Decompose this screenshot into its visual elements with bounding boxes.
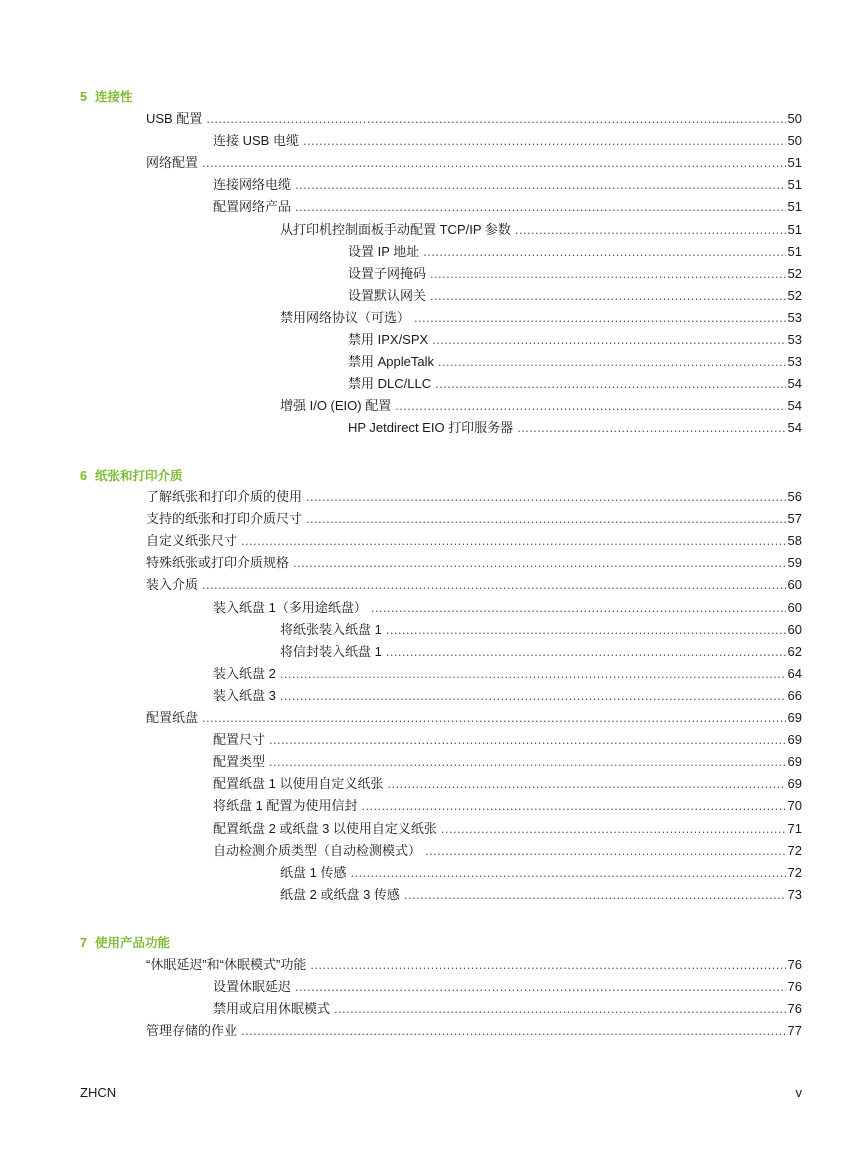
- toc-entry[interactable]: [213, 196, 802, 218]
- dot-leader: [414, 307, 786, 329]
- toc-entry-title: 支持的纸张和打印介质尺寸: [146, 511, 303, 527]
- toc-entry-title: 设置子网掩码: [348, 265, 427, 281]
- toc-entry[interactable]: [348, 329, 802, 351]
- toc-entry-title: 禁用网络协议（可选）: [280, 309, 411, 325]
- toc-entry-page: 53: [787, 332, 802, 347]
- toc-entry-page: 72: [787, 842, 802, 858]
- dot-leader: [334, 998, 786, 1020]
- dot-leader: [387, 773, 785, 795]
- toc-entry[interactable]: [146, 152, 802, 174]
- dot-leader: [206, 108, 785, 130]
- dot-leader: [404, 884, 786, 906]
- toc-entry[interactable]: [213, 174, 802, 196]
- toc-entry-page: 64: [787, 665, 802, 681]
- toc-entry-title: 装入纸盘 1（多用途纸盘）: [213, 599, 367, 615]
- toc-entry-title: 禁用 DLC/LLC: [348, 376, 432, 392]
- toc-entry-title: 自动检测介质类型（自动检测模式）: [213, 842, 422, 858]
- toc-entry-page: 73: [787, 886, 802, 902]
- dot-leader: [202, 707, 786, 729]
- toc-entry[interactable]: [348, 263, 802, 285]
- toc-entry-page: 62: [787, 643, 802, 659]
- toc-entry-page: 69: [787, 776, 802, 792]
- toc-entry-page: 51: [787, 243, 802, 259]
- dot-leader: [241, 530, 786, 552]
- toc-entry[interactable]: [213, 976, 802, 998]
- toc-entry-title: 网络配置: [146, 155, 199, 171]
- toc-entry[interactable]: [348, 417, 802, 439]
- toc-entry-title: 配置纸盘: [146, 710, 199, 725]
- toc-entry-title: USB 配置: [146, 111, 203, 126]
- dot-leader: [295, 976, 786, 998]
- toc-entry[interactable]: [280, 395, 802, 417]
- toc-entry-page: 77: [787, 1023, 802, 1039]
- toc-entry-title: 连接网络电缆: [213, 177, 292, 193]
- toc-entry-title: 将纸张装入纸盘 1: [280, 621, 382, 637]
- dot-leader: [438, 351, 786, 373]
- toc-entry-title: 装入纸盘 2: [213, 665, 276, 681]
- toc-entry-page: 51: [787, 221, 802, 237]
- footer-page-number: v: [795, 1085, 802, 1100]
- toc-entry[interactable]: [348, 373, 802, 395]
- toc-entry-page: 54: [787, 420, 802, 436]
- toc-entry-page: 72: [787, 864, 802, 880]
- toc-entry-title: 禁用 AppleTalk: [348, 354, 434, 370]
- toc-entry[interactable]: [213, 840, 802, 862]
- toc-entry[interactable]: [213, 818, 802, 840]
- chapter-title: 使用产品功能: [94, 936, 170, 950]
- toc-entry-title: HP Jetdirect EIO 打印服务器: [348, 420, 514, 436]
- toc-entry-title: 管理存储的作业: [146, 1023, 238, 1039]
- dot-leader: [306, 486, 786, 508]
- dot-leader: [269, 751, 786, 773]
- dot-leader: [517, 417, 785, 439]
- toc-entry-title: 装入纸盘 3: [213, 687, 276, 703]
- dot-leader: [386, 641, 786, 663]
- toc-entry-title: 了解纸张和打印介质的使用: [146, 489, 303, 504]
- toc-entry-page: 66: [787, 687, 802, 703]
- toc-entry[interactable]: [213, 597, 802, 619]
- toc-entry[interactable]: [280, 307, 802, 329]
- chapter-number: 7: [80, 936, 87, 950]
- dot-leader: [371, 597, 786, 619]
- toc-entry-title: 增强 I/O (EIO) 配置: [280, 398, 392, 414]
- toc-entry-title: 设置休眠延迟: [213, 979, 292, 995]
- toc-entry-title: 配置类型: [213, 754, 266, 770]
- toc-entry-page: 58: [787, 533, 802, 549]
- toc-entry[interactable]: [280, 641, 802, 663]
- dot-leader: [350, 862, 785, 884]
- dot-leader: [425, 840, 786, 862]
- toc-entry[interactable]: [213, 998, 802, 1020]
- toc-entry[interactable]: [146, 108, 802, 130]
- dot-leader: [435, 373, 785, 395]
- toc-entry-page: 76: [787, 979, 802, 995]
- chapter-title: 连接性: [94, 90, 133, 104]
- dot-leader: [293, 552, 786, 574]
- toc-entry[interactable]: [213, 773, 802, 795]
- toc-entry-page: 60: [787, 621, 802, 637]
- toc-entry[interactable]: [146, 1020, 802, 1042]
- toc-entry[interactable]: [280, 219, 802, 241]
- toc-entry-title: 设置默认网关: [348, 287, 427, 303]
- toc-entry[interactable]: [146, 954, 802, 976]
- dot-leader: [441, 818, 786, 840]
- dot-leader: [432, 329, 785, 351]
- toc-entry-page: 51: [787, 199, 802, 215]
- toc-entry-page: 51: [787, 155, 802, 171]
- toc-entry[interactable]: [348, 241, 802, 263]
- toc-entry[interactable]: [146, 486, 802, 508]
- toc-entry[interactable]: [146, 574, 802, 596]
- toc-entry-title: 配置网络产品: [213, 199, 292, 215]
- dot-leader: [430, 285, 786, 307]
- toc-entry-title: 连接 USB 电缆: [213, 133, 299, 149]
- toc-entry-page: 53: [787, 354, 802, 370]
- toc-entry-title: “休眠延迟”和“休眠模式”功能: [146, 957, 307, 972]
- dot-leader: [269, 729, 786, 751]
- toc-entry-title: 配置尺寸: [213, 732, 266, 748]
- dot-leader: [202, 574, 786, 596]
- toc-entry-page: 56: [787, 489, 802, 504]
- toc-entry-page: 52: [787, 287, 802, 303]
- chapter-number: 5: [80, 90, 87, 104]
- toc-entry[interactable]: [348, 351, 802, 373]
- toc-entry[interactable]: [213, 795, 802, 817]
- toc-entry-page: 59: [787, 555, 802, 571]
- toc-entry-page: 69: [787, 754, 802, 770]
- toc-entry[interactable]: [213, 729, 802, 751]
- dot-leader: [303, 130, 786, 152]
- toc-entry-page: 54: [787, 376, 802, 392]
- toc-entry[interactable]: [146, 508, 802, 530]
- dot-leader: [423, 241, 785, 263]
- toc-entry[interactable]: [213, 663, 802, 685]
- toc-entry-page: 50: [787, 111, 802, 126]
- toc-entry-title: 配置纸盘 2 或纸盘 3 以使用自定义纸张: [213, 820, 437, 836]
- toc-entry-title: 装入介质: [146, 577, 199, 593]
- toc-entry[interactable]: [213, 751, 802, 773]
- toc-entry-page: 53: [787, 309, 802, 325]
- toc-entry[interactable]: [280, 884, 802, 906]
- toc-entry-page: 52: [787, 265, 802, 281]
- toc-entry[interactable]: [348, 285, 802, 307]
- dot-leader: [295, 174, 786, 196]
- dot-leader: [361, 795, 785, 817]
- toc-entry[interactable]: [146, 707, 802, 729]
- dot-leader: [310, 954, 785, 976]
- toc-entry-page: 76: [787, 957, 802, 972]
- toc-entry-title: 配置纸盘 1 以使用自定义纸张: [213, 776, 384, 792]
- dot-leader: [295, 196, 786, 218]
- toc-entry-title: 禁用或启用休眠模式: [213, 1001, 331, 1017]
- toc-entry-page: 70: [787, 798, 802, 814]
- dot-leader: [241, 1020, 786, 1042]
- toc-entry[interactable]: [280, 862, 802, 884]
- dot-leader: [306, 508, 786, 530]
- toc-entry-title: 从打印机控制面板手动配置 TCP/IP 参数: [280, 221, 511, 237]
- toc-entry[interactable]: [213, 685, 802, 707]
- toc-entry-page: 76: [787, 1001, 802, 1017]
- footer-locale: ZHCN: [80, 1085, 117, 1100]
- toc-entry-page: 51: [787, 177, 802, 193]
- dot-leader: [430, 263, 786, 285]
- toc-entry[interactable]: [146, 552, 802, 574]
- chapter-number: 6: [80, 469, 87, 483]
- toc-entry-page: 69: [787, 732, 802, 748]
- chapter-title: 纸张和打印介质: [94, 469, 183, 483]
- dot-leader: [395, 395, 785, 417]
- toc-entry-title: 特殊纸张或打印介质规格: [146, 555, 290, 571]
- dot-leader: [202, 152, 786, 174]
- chapter-heading[interactable]: [80, 466, 182, 486]
- toc-entry-page: 54: [787, 398, 802, 414]
- toc-entry[interactable]: [213, 130, 802, 152]
- dot-leader: [280, 685, 786, 707]
- toc-entry-title: 将信封装入纸盘 1: [280, 643, 382, 659]
- toc-entry-page: 69: [787, 710, 802, 725]
- toc-entry-title: 纸盘 1 传感: [280, 864, 347, 880]
- toc-entry-page: 50: [787, 133, 802, 149]
- toc-entry[interactable]: [280, 619, 802, 641]
- dot-leader: [515, 219, 786, 241]
- toc-entry-page: 71: [787, 820, 802, 836]
- chapter-heading[interactable]: [80, 933, 170, 953]
- toc-entry-title: 将纸盘 1 配置为使用信封: [213, 798, 358, 814]
- toc-entry-page: 60: [787, 577, 802, 593]
- toc-entry-page: 60: [787, 599, 802, 615]
- toc-entry-title: 禁用 IPX/SPX: [348, 332, 429, 347]
- toc-entry-title: 纸盘 2 或纸盘 3 传感: [280, 886, 400, 902]
- dot-leader: [280, 663, 786, 685]
- toc-entry[interactable]: [146, 530, 802, 552]
- toc-entry-page: 57: [787, 511, 802, 527]
- dot-leader: [386, 619, 786, 641]
- chapter-heading[interactable]: [80, 87, 132, 107]
- toc-entry-title: 自定义纸张尺寸: [146, 533, 238, 549]
- toc-entry-title: 设置 IP 地址: [348, 243, 420, 259]
